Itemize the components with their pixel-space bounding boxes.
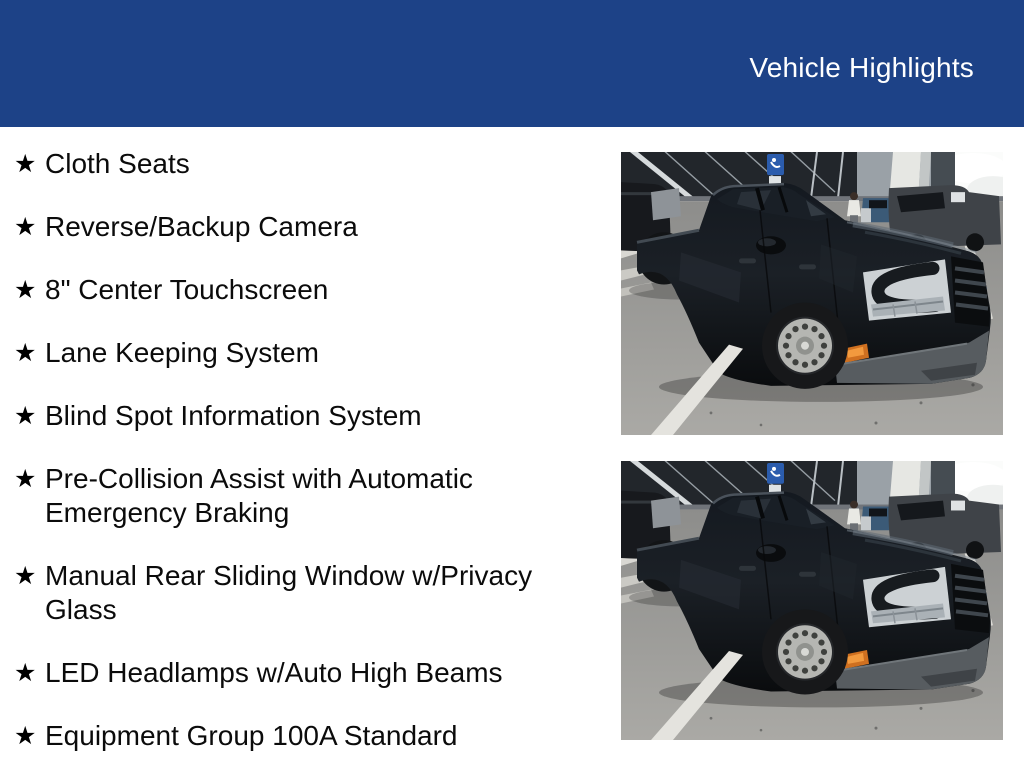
star-bullet-icon: ★ — [14, 213, 37, 241]
star-bullet-icon: ★ — [14, 659, 37, 687]
feature-text: Blind Spot Information System — [45, 400, 422, 431]
truck-photo-illustration — [621, 152, 1003, 435]
feature-item — [14, 656, 614, 690]
feature-item — [14, 399, 614, 433]
truck-photo-illustration — [621, 461, 1003, 740]
feature-item — [14, 336, 614, 370]
star-bullet-icon: ★ — [14, 339, 37, 367]
star-bullet-icon: ★ — [14, 722, 37, 750]
star-bullet-icon: ★ — [14, 276, 37, 304]
star-bullet-icon: ★ — [14, 562, 37, 590]
star-bullet-icon: ★ — [14, 150, 37, 178]
feature-item — [14, 210, 614, 244]
feature-item — [14, 719, 614, 753]
feature-text: Reverse/Backup Camera — [45, 211, 358, 242]
feature-text: Pre-Collision Assist with Automatic Emergency Braking — [45, 463, 473, 528]
feature-item — [14, 273, 614, 307]
feature-text: Equipment Group 100A Standard — [45, 720, 458, 751]
feature-item — [14, 559, 614, 627]
feature-text: Cloth Seats — [45, 148, 190, 179]
page-header — [0, 0, 1024, 127]
feature-text: Manual Rear Sliding Window w/Privacy Glass — [45, 560, 533, 625]
page-title: Vehicle Highlights — [749, 51, 974, 83]
feature-text: Lane Keeping System — [45, 337, 319, 368]
vehicle-photo-top — [621, 152, 1003, 435]
star-bullet-icon: ★ — [14, 465, 37, 493]
star-bullet-icon: ★ — [14, 402, 37, 430]
feature-text: 8" Center Touchscreen — [45, 274, 329, 305]
vehicle-photo-bottom — [621, 461, 1003, 740]
feature-list — [0, 147, 614, 782]
feature-text: LED Headlamps w/Auto High Beams — [45, 657, 503, 688]
feature-item — [14, 147, 614, 181]
feature-item — [14, 462, 614, 530]
